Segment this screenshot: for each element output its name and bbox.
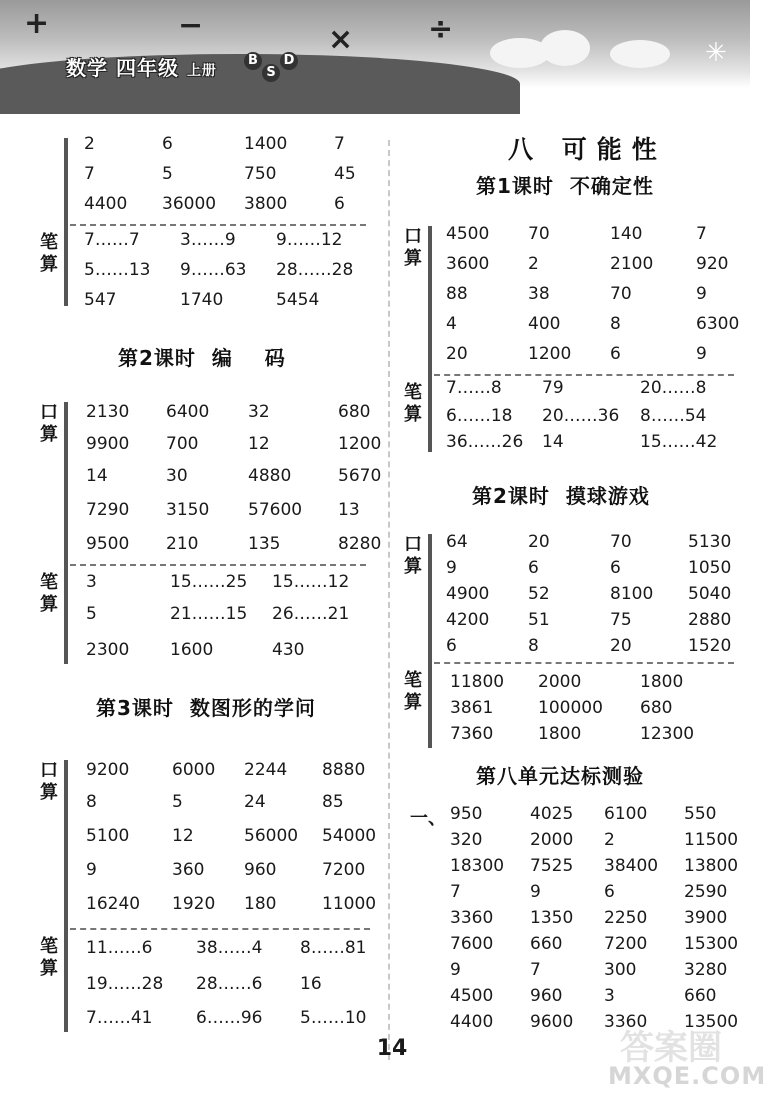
lesson1-title: 第1课时 不确定性: [476, 174, 654, 198]
bisuan-label: 笔 算: [40, 572, 58, 615]
subject-label: 数学: [66, 56, 108, 80]
cloud-shape: [540, 30, 590, 66]
bisuan-label: 笔 算: [40, 232, 58, 275]
bisuan-label: 笔 算: [404, 670, 422, 713]
lesson3-block: 口 算 笔 算 9200 6000 2244 8880 8 5 24 85 5100 12 56000 54000 9 360 960 7200 16240 1920 180 11000 11……6 38……4 8……81 19……28 28……6 16 7……41 6……96 5……10: [0, 756, 390, 1036]
lesson3-title: 第3课时 数图形的学问: [96, 696, 316, 720]
block-bar: [64, 760, 68, 1032]
section-number: 一、: [410, 808, 446, 829]
section-divider: [70, 928, 370, 930]
bisuan-label: 笔 算: [404, 382, 422, 425]
lesson1-continued-block: 笔 算 2 6 1400 7 7 5 750 45 4400 36000 3800 6 7……7 3……9 9……12 5……13 9……63 28……28 547 1740 5454: [0, 132, 390, 312]
page-number: 14: [376, 1036, 408, 1061]
watermark-text: MXQE.COM: [608, 1062, 766, 1090]
kousuan-label: 口 算: [404, 534, 422, 577]
unit-test-block: 一、 950 4025 6100 550 320 2000 2 11500 18300 7525 38400 13800 7 9 6 2590 3360 1350 2250 3900 7600 660 7200 15300 9 7 300 3280 4500 960 3 660 4400 9600 3360 13500: [410, 804, 739, 1032]
right-lesson2-title: 第2课时 摸球游戏: [472, 484, 650, 508]
logo-letter-d: D: [280, 52, 298, 70]
logo-letter-b: B: [244, 52, 262, 70]
right-lesson1-block: 口 算 笔 算 4500 70 140 7 3600 2 2100 920 88 38 70 9 4 400 8 6300 20 1200 6 9 7……8 79 20……8 6……18 20……36 8……54 36……26 14 15……42: [404, 224, 740, 452]
minus-symbol: −: [178, 8, 204, 43]
book-title: [66, 52, 217, 81]
watermark-logo: 答案圈: [620, 1028, 722, 1068]
grade-label: 四年级: [115, 56, 179, 80]
lesson2-title: 第2课时 编 码: [118, 346, 286, 370]
block-bar: [428, 534, 432, 748]
header-banner: [0, 0, 750, 88]
kousuan-label: 口 算: [40, 402, 58, 445]
block-bar: [64, 138, 68, 306]
section-divider: [70, 224, 366, 226]
cloud-shape: [610, 40, 670, 68]
kousuan-label: 口 算: [40, 760, 58, 803]
times-symbol: ×: [328, 22, 354, 57]
logo-letter-s: S: [262, 64, 280, 82]
kousuan-label: 口 算: [404, 226, 422, 269]
block-bar: [428, 226, 432, 452]
section-divider: [434, 662, 734, 664]
divide-symbol: ÷: [428, 12, 454, 47]
plus-symbol: +: [24, 6, 50, 41]
section-divider: [70, 564, 366, 566]
block-bar: [64, 402, 68, 664]
lesson2-block: 口 算 笔 算 2130 6400 32 680 9900 700 12 1200 14 30 4880 5670 7290 3150 57600 13 9500 210 135 8280 3 15……25 15……12 5 21……15 26……21 2300 1600 430: [0, 398, 390, 668]
unit-title: 八 可能性: [508, 135, 667, 164]
bisuan-label: 笔 算: [40, 936, 58, 979]
section-divider: [434, 374, 734, 376]
volume-label: 上册: [186, 63, 217, 79]
unit-test-title: 第八单元达标测验: [476, 764, 644, 788]
right-lesson2-block: 口 算 笔 算 64 20 70 5130 9 6 6 1050 4900 52 8100 5040 4200 51 75 2880 6 8 20 1520 11800 2000 1800 3861 100000 680 7360 1800 12300: [390, 530, 750, 750]
snowflake-icon: ✳: [705, 38, 727, 68]
